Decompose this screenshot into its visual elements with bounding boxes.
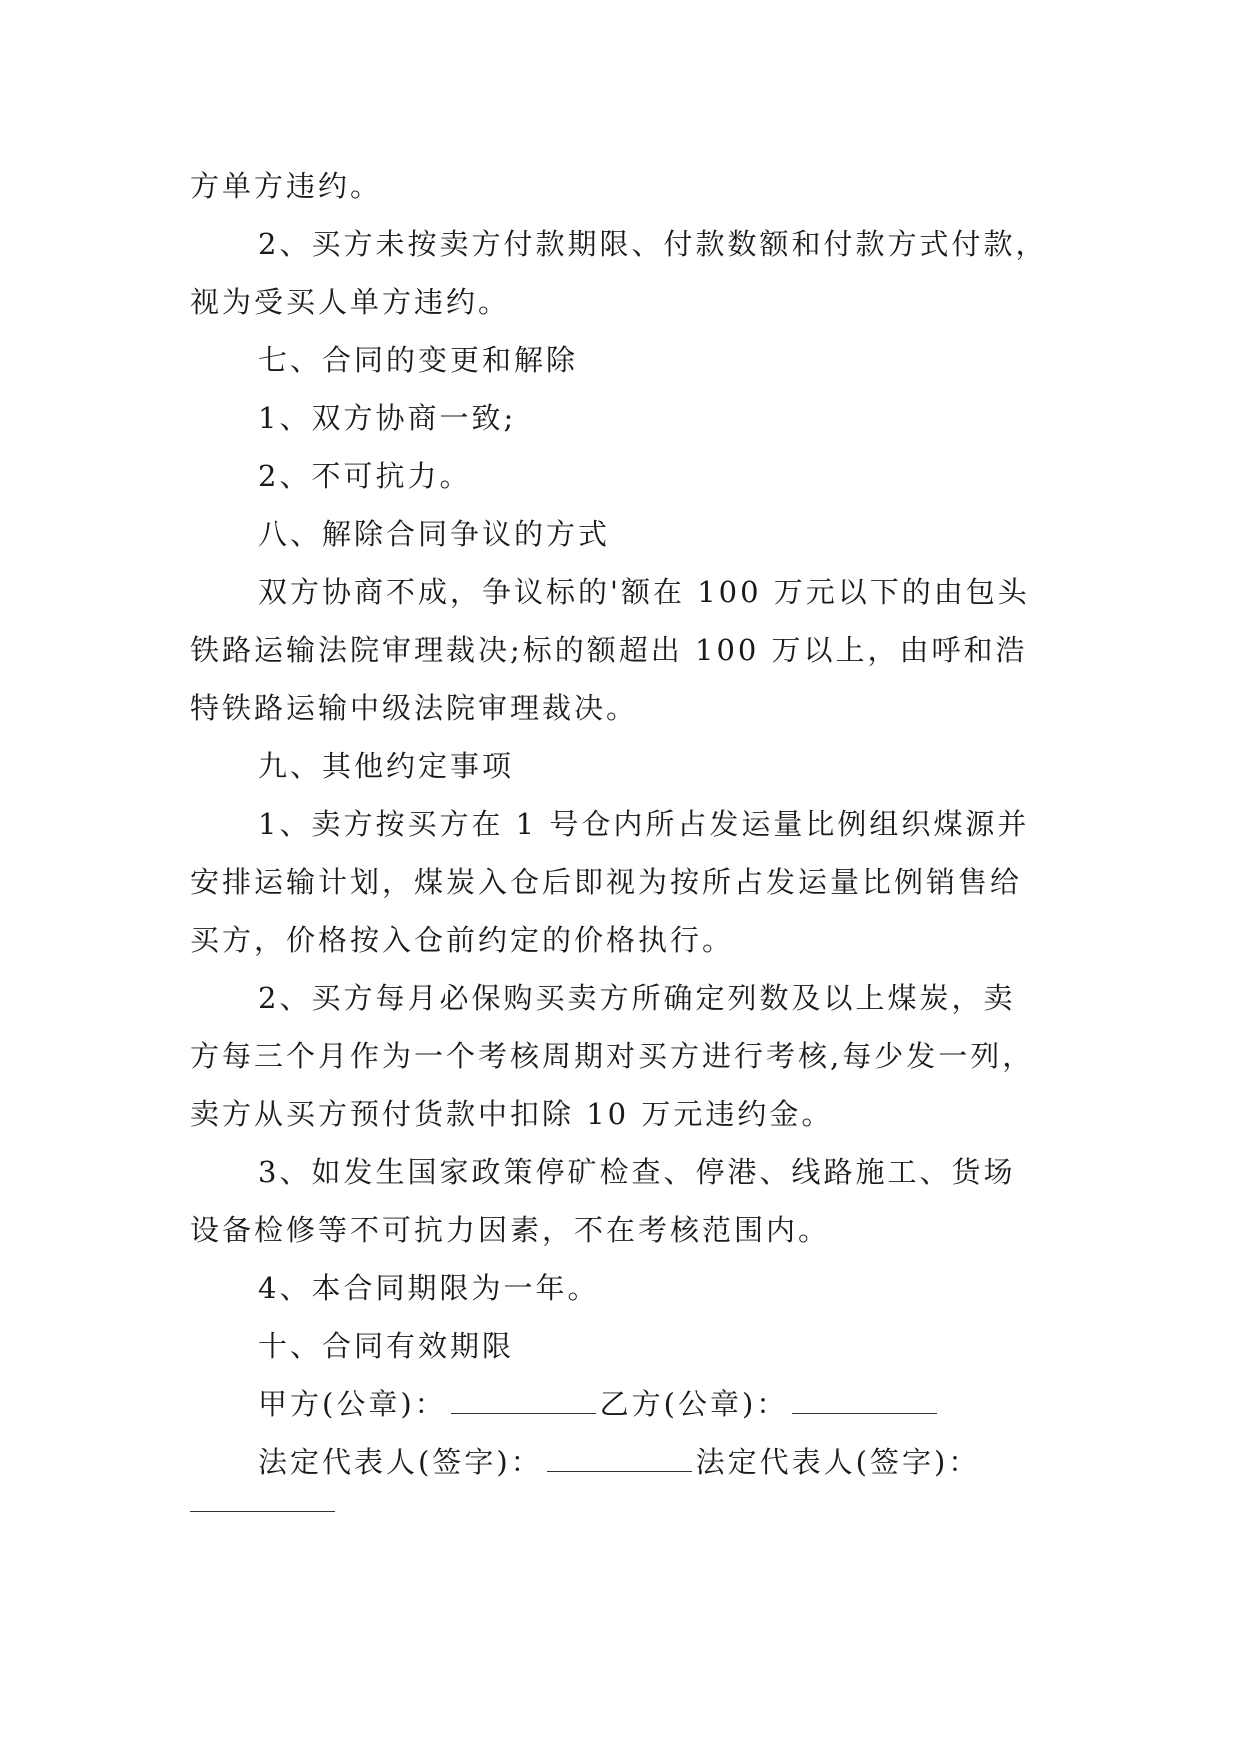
- section-heading-7: 七、合同的变更和解除: [258, 343, 579, 377]
- paragraph-line-5: 1、双方协商一致;: [258, 401, 517, 435]
- rep-b-label: 法定代表人(签字)：: [695, 1445, 981, 1479]
- seal-line: [190, 1375, 1070, 1433]
- paragraph-line-13: 安排运输计划，煤炭入仓后即视为按所占发运量比例销售给: [190, 865, 1023, 899]
- section-heading-9: 九、其他约定事项: [258, 749, 515, 783]
- paragraph-line-20: 4、本合同期限为一年。: [258, 1271, 600, 1305]
- paragraph-line-16: 方每三个月作为一个考核周期对买方进行考核,每少发一列，: [190, 1039, 1035, 1073]
- paragraph-line-6: 2、不可抗力。: [258, 459, 472, 493]
- section-heading-8: 八、解除合同争议的方式: [258, 517, 611, 551]
- paragraph-line-3: 视为受买人单方违约。: [190, 285, 511, 319]
- section-heading-10: 十、合同有效期限: [258, 1329, 515, 1363]
- party-a-seal-blank: [451, 1391, 596, 1414]
- paragraph-line-14: 买方，价格按入仓前约定的价格执行。: [190, 923, 735, 957]
- paragraph-line-19: 设备检修等不可抗力因素，不在考核范围内。: [190, 1213, 831, 1247]
- paragraph-line-10: 特铁路运输中级法院审理裁决。: [190, 691, 639, 725]
- paragraph-line-8: 双方协商不成，争议标的'额在 100 万元以下的由包头: [258, 575, 1030, 609]
- paragraph-line-17: 卖方从买方预付货款中扣除 10 万元违约金。: [190, 1097, 834, 1131]
- rep-a-signature-blank: [547, 1449, 692, 1472]
- document-body: [190, 157, 1070, 1512]
- party-b-seal-label: 乙方(公章)：: [599, 1387, 789, 1421]
- rep-a-label: 法定代表人(签字)：: [258, 1445, 543, 1479]
- paragraph-line-1: 方单方违约。: [190, 169, 383, 203]
- rep-b-signature-blank: [190, 1511, 335, 1512]
- paragraph-line-15: 2、买方每月必保购买卖方所确定列数及以上煤炭，卖: [258, 981, 1016, 1015]
- paragraph-line-2: 2、买方未按卖方付款期限、付款数额和付款方式付款，: [258, 227, 1048, 261]
- party-b-seal-blank: [792, 1391, 937, 1414]
- paragraph-line-18: 3、如发生国家政策停矿检查、停港、线路施工、货场: [258, 1155, 1016, 1189]
- party-a-seal-label: 甲方(公章)：: [258, 1387, 447, 1421]
- paragraph-line-9: 铁路运输法院审理裁决;标的额超出 100 万以上，由呼和浩: [190, 633, 1028, 667]
- paragraph-line-12: 1、卖方按买方在 1 号仓内所占发运量比例组织煤源并: [258, 807, 1030, 841]
- representative-line: [190, 1433, 1070, 1491]
